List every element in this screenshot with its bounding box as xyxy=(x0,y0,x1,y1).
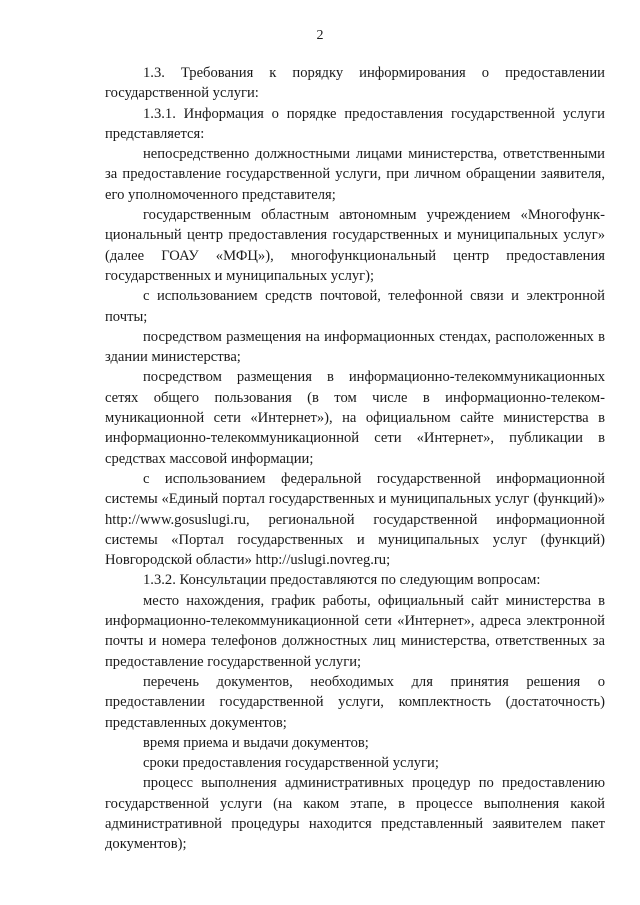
list-item: с использованием средств почтовой, телефонной связи и электронной почты; xyxy=(105,288,605,325)
document-body xyxy=(105,63,605,855)
list-item: перечень документов, необходимых для принятия решения о предоставлении государственной услуги, комплектность (достаточность) представленных документов; xyxy=(105,673,605,731)
list-item: посредством размещения на информационных стендах, расположенных в здании министерства; xyxy=(105,328,605,366)
list-item: время приема и выдачи документов; xyxy=(143,734,369,751)
list-item: непосредственно должностными лицами министерства, ответственными за предоставление государственной услуги, при личном обращении заявителя, его уполномоченного представителя; xyxy=(105,146,605,203)
section-heading-1-3: 1.3. Требования к порядку информирования о предоставлении государственной услуги: xyxy=(105,65,605,102)
list-item: посредством размещения в информационно-телекоммуникационных сетях общего пользования (в том числе в информационно-телекоммуникационной сети «Интернет»), на официальном сайте министерства в информационно-телекоммуникационной сети «Интернет», публикации в средствах массовой информации; xyxy=(105,369,605,467)
list-item: государственным областным автономным учреждением «Многофункциональный центр предоставления государственных и муниципальных услуг» (далее ГОАУ «МФЦ»), многофункциональный центр предоставления государственных и муниципальных услуг); xyxy=(105,207,605,284)
list-item: сроки предоставления государственной услуги; xyxy=(143,755,439,772)
list-item: место нахождения, график работы, официальный сайт министерства в информационно-телекоммуникационной сети «Интернет», адреса электронной почты и номера телефонов должностных лиц министерства, ответственных за предоставление государственной услуги; xyxy=(105,592,605,670)
page-number: 2 xyxy=(316,28,324,43)
list-item: процесс выполнения административных процедур по предоставлению государственной услуги (на каком этапе, в процессе выполнения какой административной процедуры находится представленный заявителем пакет документов); xyxy=(105,775,605,853)
list-item: с использованием федеральной государственной информационной системы «Единый портал государственных и муниципальных услуг (функций)» http://www.gosuslugi.ru, региональной государственной информационной системы «Портал государственных и муниципальных услуг (функций) Новгородской области» http://uslugi.novreg.ru; xyxy=(105,470,605,569)
subsection-1-3-2: 1.3.2. Консультации предоставляются по следующим вопросам: xyxy=(143,572,541,589)
subsection-1-3-1: 1.3.1. Информация о порядке предоставления государственной услуги представляется: xyxy=(105,105,605,142)
